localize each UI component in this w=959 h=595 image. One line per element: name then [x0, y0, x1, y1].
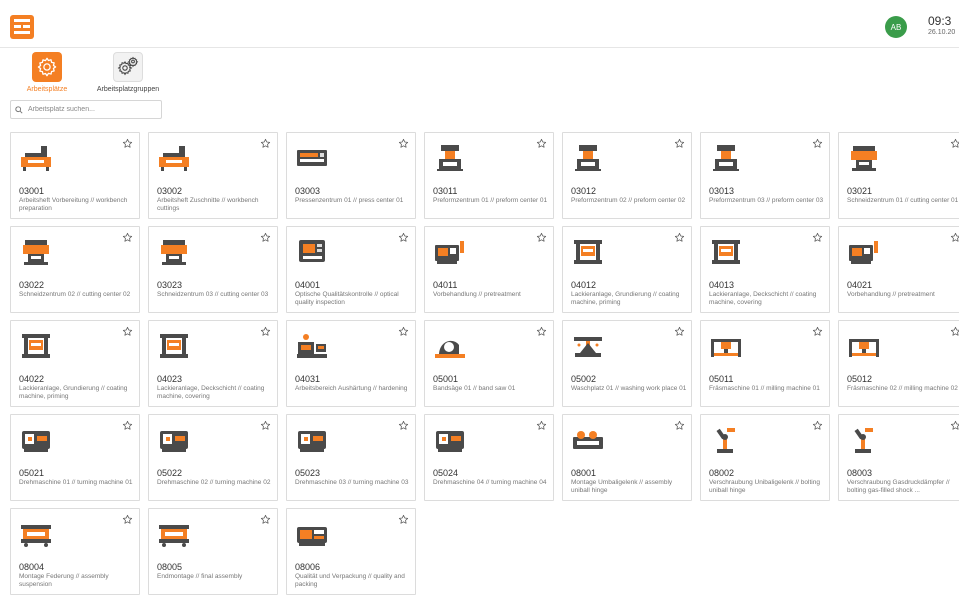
- favorite-star-icon[interactable]: [398, 138, 409, 149]
- workstation-card[interactable]: [10, 508, 140, 595]
- favorite-star-icon[interactable]: [812, 326, 823, 337]
- favorite-star-icon[interactable]: [812, 138, 823, 149]
- workstation-name: Endmontage // final assembly: [157, 573, 243, 580]
- workstation-card[interactable]: [286, 132, 416, 219]
- favorite-star-icon[interactable]: [398, 232, 409, 243]
- band-saw-icon: [433, 331, 467, 361]
- preform-icon: [709, 143, 743, 173]
- gears-icon: [113, 52, 143, 82]
- workstation-name: Verschraubung Gasdruckdämpfer // bolting gas-filled shock ...: [847, 479, 950, 494]
- workstation-card[interactable]: [286, 414, 416, 501]
- coating-icon: [709, 237, 743, 267]
- workstation-name: Vorbehandlung // pretreatment: [433, 291, 521, 298]
- milling-icon: [709, 331, 743, 361]
- workstation-code: 05024: [433, 468, 459, 478]
- workstation-code: 03022: [19, 280, 45, 290]
- tab-workstations-label: Arbeitsplätze: [26, 86, 68, 93]
- favorite-star-icon[interactable]: [536, 326, 547, 337]
- favorite-star-icon[interactable]: [398, 326, 409, 337]
- workstation-code: 04023: [157, 374, 183, 384]
- lathe-icon: [295, 425, 329, 455]
- workstation-code: 04012: [571, 280, 597, 290]
- favorite-star-icon[interactable]: [950, 326, 959, 337]
- workstation-card[interactable]: [286, 226, 416, 313]
- assembly-line-icon: [19, 519, 53, 549]
- workstation-name: Bandsäge 01 // band saw 01: [433, 385, 516, 392]
- workstation-card[interactable]: [424, 320, 554, 407]
- workstation-code: 04021: [847, 280, 873, 290]
- workstation-card[interactable]: [700, 226, 830, 313]
- cutting-icon: [847, 143, 881, 173]
- workstation-name: Lackieranlage, Grundierung // coating machine, priming: [19, 385, 128, 400]
- workstation-code: 05012: [847, 374, 873, 384]
- clock-time: 09:3: [928, 14, 952, 28]
- favorite-star-icon[interactable]: [536, 232, 547, 243]
- cutting-icon: [19, 237, 53, 267]
- assembly-icon: [571, 425, 605, 455]
- workstation-code: 04022: [19, 374, 45, 384]
- favorite-star-icon[interactable]: [398, 514, 409, 525]
- workstation-code: 08001: [571, 468, 597, 478]
- workstation-card[interactable]: [148, 132, 278, 219]
- workstation-name: Preformzentrum 01 // preform center 01: [433, 197, 548, 204]
- workstation-code: 04031: [295, 374, 321, 384]
- workstation-card[interactable]: [286, 320, 416, 407]
- workstation-name: Schneidzentrum 02 // cutting center 02: [19, 291, 131, 298]
- lathe-icon: [157, 425, 191, 455]
- lathe-icon: [433, 425, 467, 455]
- workstation-name: Montage Federung // assembly suspension: [19, 573, 109, 588]
- workstation-name: Drehmaschine 02 // turning machine 02: [157, 479, 271, 486]
- favorite-star-icon[interactable]: [950, 138, 959, 149]
- workstation-card[interactable]: [10, 414, 140, 501]
- clock: [928, 14, 955, 37]
- favorite-star-icon[interactable]: [260, 514, 271, 525]
- cutting-icon: [157, 237, 191, 267]
- workstation-code: 03021: [847, 186, 873, 196]
- workbench-icon: [157, 143, 191, 173]
- workstation-name: Schneidzentrum 03 // cutting center 03: [157, 291, 269, 298]
- workstation-name: Montage Umbaligelenk // assembly uniball hinge: [571, 479, 673, 494]
- press-icon: [295, 143, 329, 173]
- workstation-code: 03002: [157, 186, 183, 196]
- workstation-grid: [10, 132, 959, 595]
- user-avatar[interactable]: AB: [885, 16, 907, 38]
- workstation-name: Verschraubung Unibaligelenk // bolting uniball hinge: [709, 479, 820, 494]
- favorite-star-icon[interactable]: [674, 232, 685, 243]
- workstation-code: 03003: [295, 186, 321, 196]
- workstation-name: Pressenzentrum 01 // press center 01: [295, 197, 404, 204]
- workstation-name: Drehmaschine 03 // turning machine 03: [295, 479, 409, 486]
- workstation-name: Lackieranlage, Deckschicht // coating machine, covering: [709, 291, 817, 306]
- top-bar: [0, 0, 959, 48]
- workstation-name: Waschplatz 01 // washing work place 01: [571, 385, 687, 392]
- workstation-name: Fräsmaschine 02 // milling machine 02: [847, 385, 958, 392]
- workstation-name: Fräsmaschine 01 // milling machine 01: [709, 385, 820, 392]
- workstation-name: Arbeitsbereich Aushärtung // hardening: [295, 385, 408, 392]
- workstation-code: 05002: [571, 374, 597, 384]
- favorite-star-icon[interactable]: [260, 326, 271, 337]
- favorite-star-icon[interactable]: [122, 514, 133, 525]
- workstation-card[interactable]: [148, 508, 278, 595]
- workstation-code: 05022: [157, 468, 183, 478]
- favorite-star-icon[interactable]: [260, 232, 271, 243]
- workstation-code: 05023: [295, 468, 321, 478]
- workstation-card[interactable]: [424, 226, 554, 313]
- workstation-code: 03013: [709, 186, 735, 196]
- workstation-code: 05021: [19, 468, 45, 478]
- search-box[interactable]: [10, 100, 162, 119]
- favorite-star-icon[interactable]: [950, 232, 959, 243]
- workstation-card[interactable]: [700, 132, 830, 219]
- workstation-name: Vorbehandlung // pretreatment: [847, 291, 935, 298]
- workstation-code: 03011: [433, 186, 458, 196]
- workstation-card[interactable]: [10, 132, 140, 219]
- coating-icon: [19, 331, 53, 361]
- workstation-code: 03001: [19, 186, 45, 196]
- favorite-star-icon[interactable]: [122, 138, 133, 149]
- favorite-star-icon[interactable]: [536, 420, 547, 431]
- coating-icon: [157, 331, 191, 361]
- workstation-code: 05001: [433, 374, 459, 384]
- favorite-star-icon[interactable]: [674, 138, 685, 149]
- workstation-card[interactable]: [148, 414, 278, 501]
- workstation-code: 04011: [433, 280, 458, 290]
- workstation-code: 04013: [709, 280, 735, 290]
- washing-icon: [571, 331, 605, 361]
- favorite-star-icon[interactable]: [950, 420, 959, 431]
- tab-workstations[interactable]: [18, 52, 76, 93]
- pretreatment-icon: [847, 237, 881, 267]
- workstation-name: Drehmaschine 01 // turning machine 01: [19, 479, 133, 486]
- workstation-name: Schneidzentrum 01 // cutting center 01: [847, 197, 959, 204]
- favorite-star-icon[interactable]: [674, 420, 685, 431]
- workstation-card[interactable]: [424, 132, 554, 219]
- workstation-code: 08002: [709, 468, 735, 478]
- workstation-name: Arbeitsheft Zuschnitte // workbench cuttings: [157, 197, 259, 212]
- inspection-icon: [295, 237, 329, 267]
- workstation-name: Lackieranlage, Grundierung // coating machine, priming: [571, 291, 680, 306]
- assembly-line-icon: [157, 519, 191, 549]
- workstation-card[interactable]: [838, 414, 959, 501]
- workstation-code: 08006: [295, 562, 321, 572]
- robot-arm-icon: [847, 425, 881, 455]
- workstation-name: Drehmaschine 04 // turning machine 04: [433, 479, 547, 486]
- lathe-icon: [19, 425, 53, 455]
- workstation-card[interactable]: [838, 226, 959, 313]
- workstation-card[interactable]: [838, 320, 959, 407]
- clock-date: 26.10.20: [928, 29, 956, 36]
- workstation-code: 05011: [709, 374, 734, 384]
- workstation-name: Preformzentrum 03 // preform center 03: [709, 197, 824, 204]
- workstation-name: Arbeitsheft Vorbereitung // workbench preparation: [19, 197, 128, 212]
- workstation-name: Optische Qualitätskontrolle // optical quality inspection: [295, 291, 399, 306]
- packing-icon: [295, 519, 329, 549]
- favorite-star-icon[interactable]: [122, 420, 133, 431]
- workstation-code: 08003: [847, 468, 873, 478]
- workstation-code: 04001: [295, 280, 321, 290]
- workstation-code: 08005: [157, 562, 183, 572]
- workstation-code: 08004: [19, 562, 45, 572]
- workstation-card[interactable]: [700, 414, 830, 501]
- workstation-name: Lackieranlage, Deckschicht // coating machine, covering: [157, 385, 265, 400]
- workstation-card[interactable]: [562, 132, 692, 219]
- workstation-card[interactable]: [148, 320, 278, 407]
- favorite-star-icon[interactable]: [122, 232, 133, 243]
- favorite-star-icon[interactable]: [812, 420, 823, 431]
- search-input[interactable]: [26, 105, 160, 114]
- workstation-card[interactable]: [10, 226, 140, 313]
- workstation-card[interactable]: [700, 320, 830, 407]
- workstation-card[interactable]: [562, 320, 692, 407]
- workstation-card[interactable]: [148, 226, 278, 313]
- workstation-name: Preformzentrum 02 // preform center 02: [571, 197, 686, 204]
- workstation-card[interactable]: [424, 414, 554, 501]
- app-logo[interactable]: [10, 15, 34, 39]
- coating-icon: [571, 237, 605, 267]
- tab-workstation-groups-label: Arbeitsplatzgruppen: [96, 86, 160, 93]
- workstation-code: 03023: [157, 280, 183, 290]
- search-icon: [15, 106, 23, 114]
- favorite-star-icon[interactable]: [674, 326, 685, 337]
- workstation-card[interactable]: [562, 414, 692, 501]
- favorite-star-icon[interactable]: [260, 420, 271, 431]
- workstation-code: 03012: [571, 186, 597, 196]
- favorite-star-icon[interactable]: [260, 138, 271, 149]
- favorite-star-icon[interactable]: [812, 232, 823, 243]
- milling-icon: [847, 331, 881, 361]
- preform-icon: [433, 143, 467, 173]
- logo-icon: [13, 18, 31, 36]
- tab-workstation-groups[interactable]: [96, 52, 160, 93]
- favorite-star-icon[interactable]: [536, 138, 547, 149]
- workstation-card[interactable]: [562, 226, 692, 313]
- favorite-star-icon[interactable]: [122, 326, 133, 337]
- workstation-card[interactable]: [286, 508, 416, 595]
- workbench-icon: [19, 143, 53, 173]
- robot-arm-icon: [709, 425, 743, 455]
- workstation-name: Qualität und Verpackung // quality and packing: [295, 573, 405, 588]
- gear-icon: [32, 52, 62, 82]
- workstation-card[interactable]: [10, 320, 140, 407]
- pretreatment-icon: [433, 237, 467, 267]
- workstation-card[interactable]: [838, 132, 959, 219]
- favorite-star-icon[interactable]: [398, 420, 409, 431]
- preform-icon: [571, 143, 605, 173]
- hardening-icon: [295, 331, 329, 361]
